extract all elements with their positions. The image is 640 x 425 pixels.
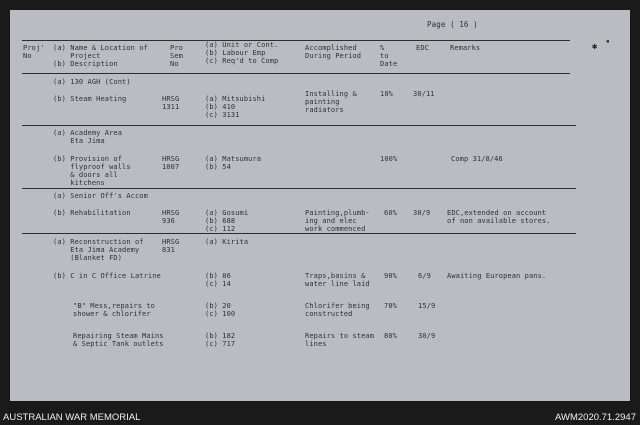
section-rule: [22, 188, 576, 189]
row-project-name: (a) Reconstruction of Eta Jima Academy (Blanket FD): [53, 238, 144, 262]
row-sem-no: HRSG 1311: [162, 95, 180, 111]
row-project-name: (a) Academy Area Eta Jima: [53, 129, 123, 145]
row-remarks: Awaiting European pans.: [447, 272, 547, 280]
ink-mark: ✱: [592, 42, 598, 52]
row-project-name: (a) 130 AGH (Cont): [53, 78, 131, 86]
row-unit-labour: (b) 182 (c) 717: [205, 332, 236, 348]
footer-credit: AUSTRALIAN WAR MEMORIAL: [3, 412, 141, 423]
row-sem-no: HRSG 831: [162, 238, 180, 254]
row-description: (b) C in C Office Latrine: [53, 272, 161, 280]
row-description: (b) Provision of flyproof walls & doors all kitchens: [53, 155, 131, 187]
row-unit-labour: (b) 20 (c) 100: [205, 302, 236, 318]
header-edc: EDC: [416, 44, 429, 52]
section-rule: [22, 233, 576, 234]
footer-accession: AWM2020.71.2947: [555, 412, 636, 423]
row-unit-labour: (a) Gosumi (b) 688 (c) 112: [205, 209, 249, 233]
row-edc: 30/9: [418, 332, 436, 340]
row-sem-no: HRSG 936: [162, 209, 180, 225]
row-accomplished: Chlorifer being constructed: [305, 302, 370, 318]
row-description: Repairing Steam Mains & Septic Tank outlets: [73, 332, 164, 348]
header-remarks: Remarks: [450, 44, 481, 52]
row-pct: 90%: [384, 272, 397, 280]
ink-dot: ▪: [606, 38, 610, 45]
row-accomplished: Traps,basins & water line laid: [305, 272, 370, 288]
document-page: [10, 10, 630, 401]
row-pct: 60%: [384, 209, 397, 217]
header-top-rule: [22, 40, 570, 41]
row-unit-labour: (a) Matsumura (b) 54: [205, 155, 262, 171]
row-remarks: EDC,extended on account of non available stores.: [447, 209, 551, 225]
row-accomplished: Repairs to steam lines: [305, 332, 375, 348]
row-project-name: (a) Senior Off's Accom: [53, 192, 148, 200]
header-bottom-rule: [22, 73, 570, 74]
row-edc: 30/11: [413, 90, 435, 98]
row-description: "B" Mess,repairs to shower & chlorifer: [73, 302, 155, 318]
row-pct: 100%: [380, 155, 398, 163]
row-unit-labour: (a) Kirita: [205, 238, 249, 246]
row-unit-labour: (b) 86 (c) 14: [205, 272, 231, 288]
row-edc: 6/9: [418, 272, 431, 280]
row-edc: 30/9: [413, 209, 431, 217]
row-remarks: Comp 31/8/46: [451, 155, 503, 163]
row-pct: 10%: [380, 90, 393, 98]
header-unit-labour: (a) Unit or Cont. (b) Labour Emp (c) Req'd to Comp: [205, 41, 279, 65]
header-pct-to-date: % to Date: [380, 44, 398, 68]
row-edc: 15/9: [418, 302, 436, 310]
row-pct: 70%: [384, 302, 397, 310]
row-description: (b) Rehabilitation: [53, 209, 131, 217]
row-accomplished: Painting,plumb- ing and elec work commenced: [305, 209, 370, 233]
header-accomplished: Accomplished During Period: [305, 44, 362, 60]
section-rule: [22, 125, 576, 126]
header-name-location: (a) Name & Location of Project (b) Description: [53, 44, 148, 68]
row-pct: 80%: [384, 332, 397, 340]
row-unit-labour: (a) Mitsubishi (b) 410 (c) 3131: [205, 95, 266, 119]
row-description: (b) Steam Heating: [53, 95, 127, 103]
header-proj-no: Proj' No: [23, 44, 45, 60]
row-sem-no: HRSG 1007: [162, 155, 180, 171]
row-accomplished: Installing & painting radiators: [305, 90, 357, 114]
page-number: Page ( 16 ): [427, 20, 478, 29]
header-pro-sem-no: Pro Sem No: [170, 44, 183, 68]
